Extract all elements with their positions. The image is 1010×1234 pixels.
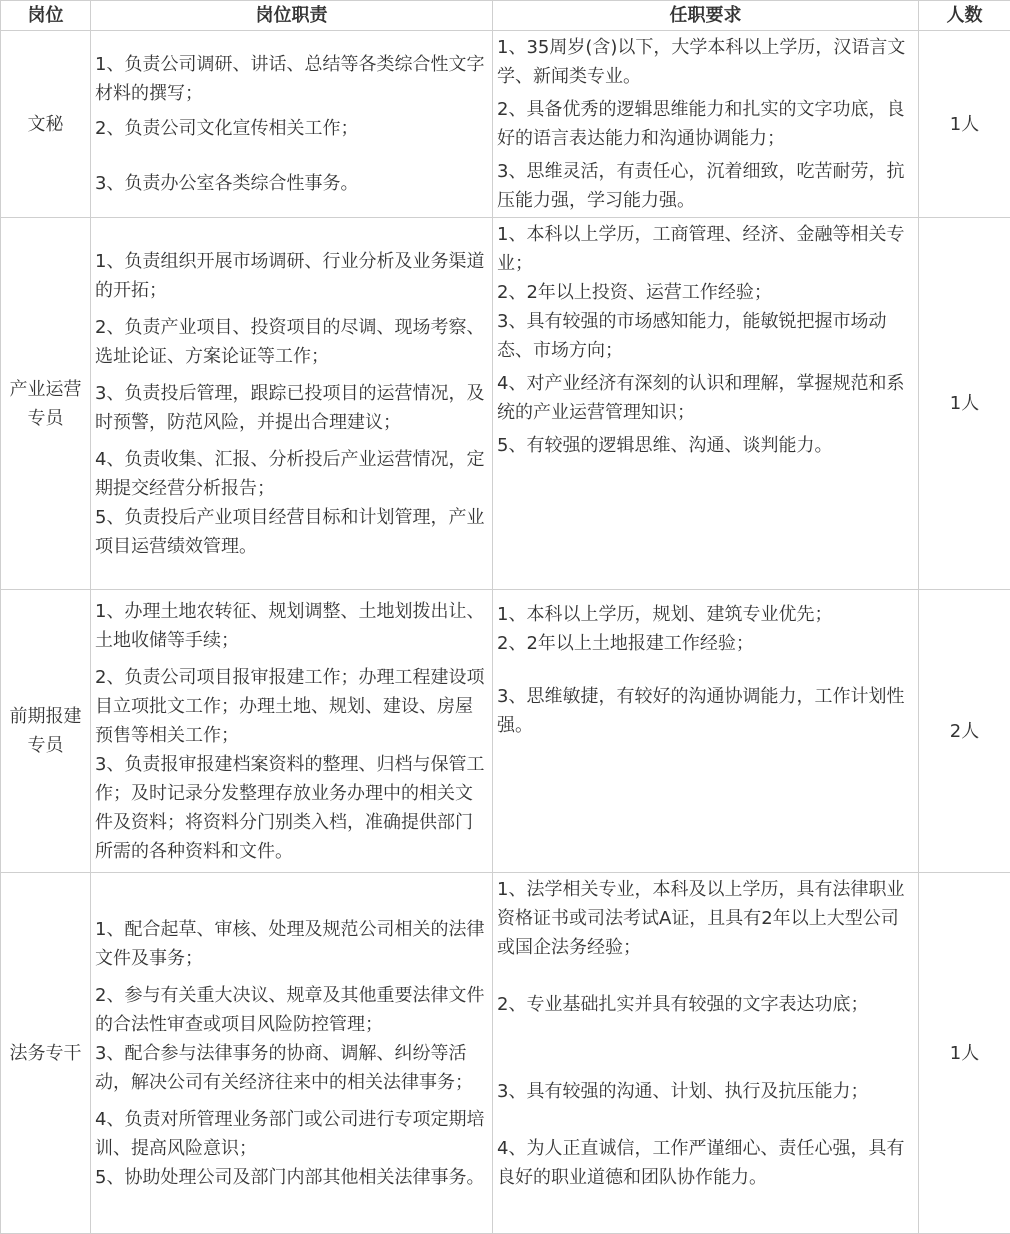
duty-item: 3、负责办公室各类综合性事务。: [95, 169, 490, 198]
position-cell: 法务专干: [1, 873, 91, 1234]
position-cell: 文秘: [1, 31, 91, 218]
header-duties: 岗位职责: [91, 1, 493, 31]
duties-cell: [91, 590, 493, 873]
requirements-cell: [493, 590, 919, 873]
duty-item: 3、配合参与法律事务的协商、调解、纠纷等活动，解决公司有关经济往来中的相关法律事务；: [95, 1039, 490, 1097]
duty-item: 5、负责投后产业项目经营目标和计划管理，产业项目运营绩效管理。: [95, 503, 490, 561]
requirements-cell: [493, 873, 919, 1234]
duty-item: 1、办理土地农转征、规划调整、土地划拨出让、土地收储等手续；: [95, 597, 490, 655]
requirements-cell: [493, 218, 919, 590]
requirement-item: 1、本科以上学历，规划、建筑专业优先；: [497, 600, 916, 629]
requirement-item: 4、为人正直诚信，工作严谨细心、责任心强，具有良好的职业道德和团队协作能力。: [497, 1134, 916, 1192]
requirement-item: 4、对产业经济有深刻的认识和理解，掌握规范和系统的产业运营管理知识；: [497, 369, 916, 427]
duty-item: 2、参与有关重大决议、规章及其他重要法律文件的合法性审查或项目风险防控管理；: [95, 981, 490, 1039]
requirement-item: 3、具有较强的市场感知能力，能敏锐把握市场动态、市场方向；: [497, 307, 916, 365]
duty-item: 2、负责公司项目报审报建工作；办理工程建设项目立项批文工作；办理土地、规划、建设、房屋预售等相关工作；: [95, 663, 490, 750]
requirement-item: 3、思维敏捷，有较好的沟通协调能力，工作计划性强。: [497, 682, 916, 740]
count-cell: 1人: [919, 218, 1010, 590]
duty-item: 2、负责公司文化宣传相关工作；: [95, 114, 490, 143]
requirement-item: 3、思维灵活，有责任心，沉着细致，吃苦耐劳，抗压能力强，学习能力强。: [497, 157, 916, 215]
duty-item: 4、负责收集、汇报、分析投后产业运营情况，定期提交经营分析报告；: [95, 445, 490, 503]
requirement-item: 3、具有较强的沟通、计划、执行及抗压能力；: [497, 1077, 916, 1106]
requirement-item: 5、有较强的逻辑思维、沟通、谈判能力。: [497, 431, 916, 460]
header-position: 岗位: [1, 1, 91, 31]
duties-cell: [91, 218, 493, 590]
count-cell: 1人: [919, 31, 1010, 218]
requirement-item: 2、2年以上投资、运营工作经验；: [497, 278, 916, 307]
header-requirements: 任职要求: [493, 1, 919, 31]
requirement-item: 1、本科以上学历，工商管理、经济、金融等相关专业；: [497, 220, 916, 278]
duty-item: 1、负责组织开展市场调研、行业分析及业务渠道的开拓；: [95, 247, 490, 305]
duty-item: 2、负责产业项目、投资项目的尽调、现场考察、选址论证、方案论证等工作；: [95, 313, 490, 371]
table-row: [1, 218, 1010, 590]
requirement-item: 1、35周岁(含)以下，大学本科以上学历，汉语言文学、新闻类专业。: [497, 33, 916, 91]
duties-cell: [91, 873, 493, 1234]
count-cell: 1人: [919, 873, 1010, 1234]
requirement-item: 2、2年以上土地报建工作经验；: [497, 629, 916, 658]
count-cell: 2人: [919, 590, 1010, 873]
duty-item: 5、协助处理公司及部门内部其他相关法律事务。: [95, 1163, 490, 1192]
requirement-item: 1、法学相关专业，本科及以上学历，具有法律职业资格证书或司法考试A证，且具有2年以上大型公司或国企法务经验；: [497, 875, 916, 962]
duties-cell: [91, 31, 493, 218]
duty-item: 1、配合起草、审核、处理及规范公司相关的法律文件及事务；: [95, 915, 490, 973]
duty-item: 3、负责报审报建档案资料的整理、归档与保管工作；及时记录分发整理存放业务办理中的相关文件及资料；将资料分门别类入档，准确提供部门所需的各种资料和文件。: [95, 750, 490, 866]
requirement-item: 2、专业基础扎实并具有较强的文字表达功底；: [497, 990, 916, 1019]
position-cell: 产业运营专员: [1, 218, 91, 590]
requirement-item: 2、具备优秀的逻辑思维能力和扎实的文字功底，良好的语言表达能力和沟通协调能力；: [497, 95, 916, 153]
requirements-cell: [493, 31, 919, 218]
duty-item: 4、负责对所管理业务部门或公司进行专项定期培训、提高风险意识；: [95, 1105, 490, 1163]
table-row: [1, 31, 1010, 218]
table-row: [1, 873, 1010, 1234]
header-count: 人数: [919, 1, 1010, 31]
duty-item: 3、负责投后管理，跟踪已投项目的运营情况，及时预警，防范风险，并提出合理建议；: [95, 379, 490, 437]
table-header-row: [1, 1, 1010, 31]
duty-item: 1、负责公司调研、讲话、总结等各类综合性文字材料的撰写；: [95, 50, 490, 108]
table-row: [1, 590, 1010, 873]
position-cell: 前期报建专员: [1, 590, 91, 873]
